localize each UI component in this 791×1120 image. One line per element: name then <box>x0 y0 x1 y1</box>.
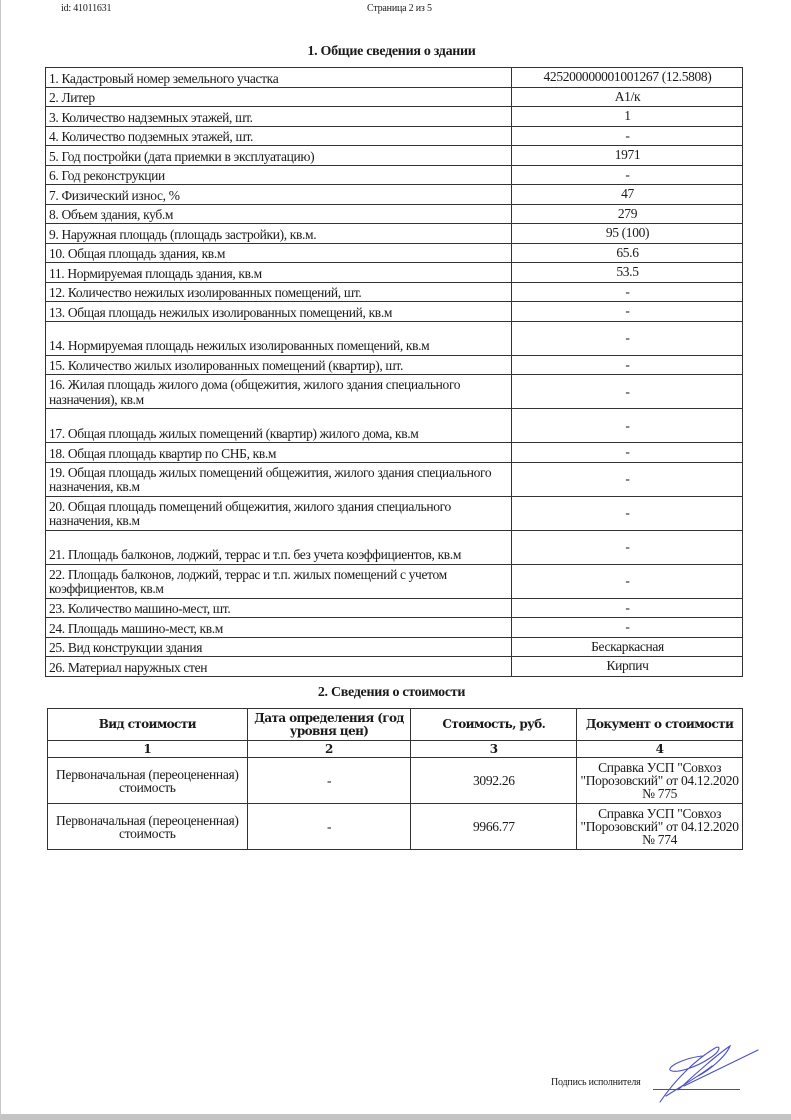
row-value: - <box>512 496 743 530</box>
row-label: 15. Количество жилых изолированных помещений (квартир), шт. <box>46 355 512 375</box>
table-row <box>46 409 743 443</box>
date-cell: - <box>247 758 411 804</box>
table-row <box>46 637 743 657</box>
table-row <box>48 804 743 850</box>
column-number: 2 <box>247 741 411 758</box>
row-label: 23. Количество машино-мест, шт. <box>46 598 512 618</box>
table-row <box>46 282 743 302</box>
row-value: - <box>512 530 743 564</box>
date-cell: - <box>247 804 411 850</box>
row-value: Кирпич <box>512 657 743 677</box>
row-value: 279 <box>512 204 743 224</box>
column-number: 1 <box>48 741 248 758</box>
row-label: 17. Общая площадь жилых помещений (квартир) жилого дома, кв.м <box>46 409 512 443</box>
table-row <box>46 165 743 185</box>
row-label: 6. Год реконструкции <box>46 165 512 185</box>
table-row <box>46 87 743 107</box>
table-row <box>46 126 743 146</box>
row-value: 1 <box>512 107 743 127</box>
table-row <box>48 758 743 804</box>
table-row <box>46 185 743 205</box>
table-row <box>46 204 743 224</box>
row-value: - <box>512 443 743 463</box>
row-label: 8. Объем здания, куб.м <box>46 204 512 224</box>
table-row <box>46 496 743 530</box>
column-header-document: Документ о стоимости <box>577 709 743 741</box>
table-row <box>46 355 743 375</box>
row-label: 13. Общая площадь нежилых изолированных помещений, кв.м <box>46 302 512 322</box>
row-label: 14. Нормируемая площадь нежилых изолированных помещений, кв.м <box>46 321 512 355</box>
table-row <box>46 530 743 564</box>
document-cell: Справка УСП "Совхоз "Порозовский" от 04.12.2020 № 774 <box>577 804 743 850</box>
table-row <box>46 68 743 88</box>
row-label: 20. Общая площадь помещений общежития, жилого здания специального назначения, кв.м <box>46 496 512 530</box>
row-label: 2. Литер <box>46 87 512 107</box>
row-value: 425200000001001267 (12.5808) <box>512 68 743 88</box>
row-value: - <box>512 321 743 355</box>
row-value: - <box>512 165 743 185</box>
cost-type-cell: Первоначальная (переоцененная) стоимость <box>48 804 248 850</box>
table-row <box>46 564 743 598</box>
column-number: 3 <box>411 741 577 758</box>
row-label: 10. Общая площадь здания, кв.м <box>46 243 512 263</box>
column-header-date: Дата определения (год уровня цен) <box>247 709 411 741</box>
table-row <box>46 224 743 244</box>
cost-type-cell: Первоначальная (переоцененная) стоимость <box>48 758 248 804</box>
row-value: А1/к <box>512 87 743 107</box>
row-label: 25. Вид конструкции здания <box>46 637 512 657</box>
row-value: - <box>512 282 743 302</box>
row-value: - <box>512 598 743 618</box>
row-label: 5. Год постройки (дата приемки в эксплуатацию) <box>46 146 512 166</box>
row-label: 18. Общая площадь квартир по СНБ, кв.м <box>46 443 512 463</box>
row-label: 12. Количество нежилых изолированных помещений, шт. <box>46 282 512 302</box>
cost-table-header-row <box>48 709 743 741</box>
cost-cell: 3092.26 <box>411 758 577 804</box>
table-row <box>46 618 743 638</box>
row-value: - <box>512 355 743 375</box>
table-row <box>46 243 743 263</box>
row-value: - <box>512 375 743 409</box>
row-label: 9. Наружная площадь (площадь застройки), кв.м. <box>46 224 512 244</box>
column-number: 4 <box>577 741 743 758</box>
row-label: 26. Материал наружных стен <box>46 657 512 677</box>
table-row <box>46 302 743 322</box>
row-value: Бескаркасная <box>512 637 743 657</box>
row-value: - <box>512 302 743 322</box>
row-value: 53.5 <box>512 263 743 283</box>
row-label: 7. Физический износ, % <box>46 185 512 205</box>
row-label: 21. Площадь балконов, лоджий, террас и т.п. без учета коэффициентов, кв.м <box>46 530 512 564</box>
row-label: 19. Общая площадь жилых помещений общежития, жилого здания специального назначения, кв.м <box>46 462 512 496</box>
table-row <box>46 462 743 496</box>
row-label: 16. Жилая площадь жилого дома (общежития, жилого здания специального назначения), кв.м <box>46 375 512 409</box>
document-id: id: 41011631 <box>61 3 112 14</box>
row-label: 3. Количество надземных этажей, шт. <box>46 107 512 127</box>
cost-table <box>47 708 743 850</box>
table-row <box>46 375 743 409</box>
row-label: 24. Площадь машино-мест, кв.м <box>46 618 512 638</box>
row-label: 1. Кадастровый номер земельного участка <box>46 68 512 88</box>
table-row <box>46 146 743 166</box>
section-2-title: 2. Сведения о стоимости <box>317 685 466 700</box>
column-number-row <box>48 741 743 758</box>
row-value: - <box>512 564 743 598</box>
column-header-cost-type: Вид стоимости <box>48 709 248 741</box>
table-row <box>46 321 743 355</box>
row-value: 1971 <box>512 146 743 166</box>
table-row <box>46 598 743 618</box>
page-indicator: Страница 2 из 5 <box>367 3 432 14</box>
row-value: 65.6 <box>512 243 743 263</box>
row-value: - <box>512 409 743 443</box>
row-value: - <box>512 618 743 638</box>
table-row <box>46 657 743 677</box>
table-row <box>46 263 743 283</box>
row-value: 47 <box>512 185 743 205</box>
row-value: - <box>512 126 743 146</box>
row-label: 22. Площадь балконов, лоджий, террас и т.п. жилых помещений с учетом коэффициентов, кв.м <box>46 564 512 598</box>
building-info-table <box>45 67 743 677</box>
row-value: - <box>512 462 743 496</box>
row-label: 4. Количество подземных этажей, шт. <box>46 126 512 146</box>
cost-cell: 9966.77 <box>411 804 577 850</box>
signature-label: Подпись исполнителя <box>551 1077 641 1088</box>
table-row <box>46 443 743 463</box>
column-header-cost: Стоимость, руб. <box>411 709 577 741</box>
signature-icon <box>640 1040 760 1106</box>
row-label: 11. Нормируемая площадь здания, кв.м <box>46 263 512 283</box>
document-cell: Справка УСП "Совхоз "Порозовский" от 04.12.2020 № 775 <box>577 758 743 804</box>
section-1-title: 1. Общие сведения о здании <box>307 44 476 59</box>
row-value: 95 (100) <box>512 224 743 244</box>
table-row <box>46 107 743 127</box>
